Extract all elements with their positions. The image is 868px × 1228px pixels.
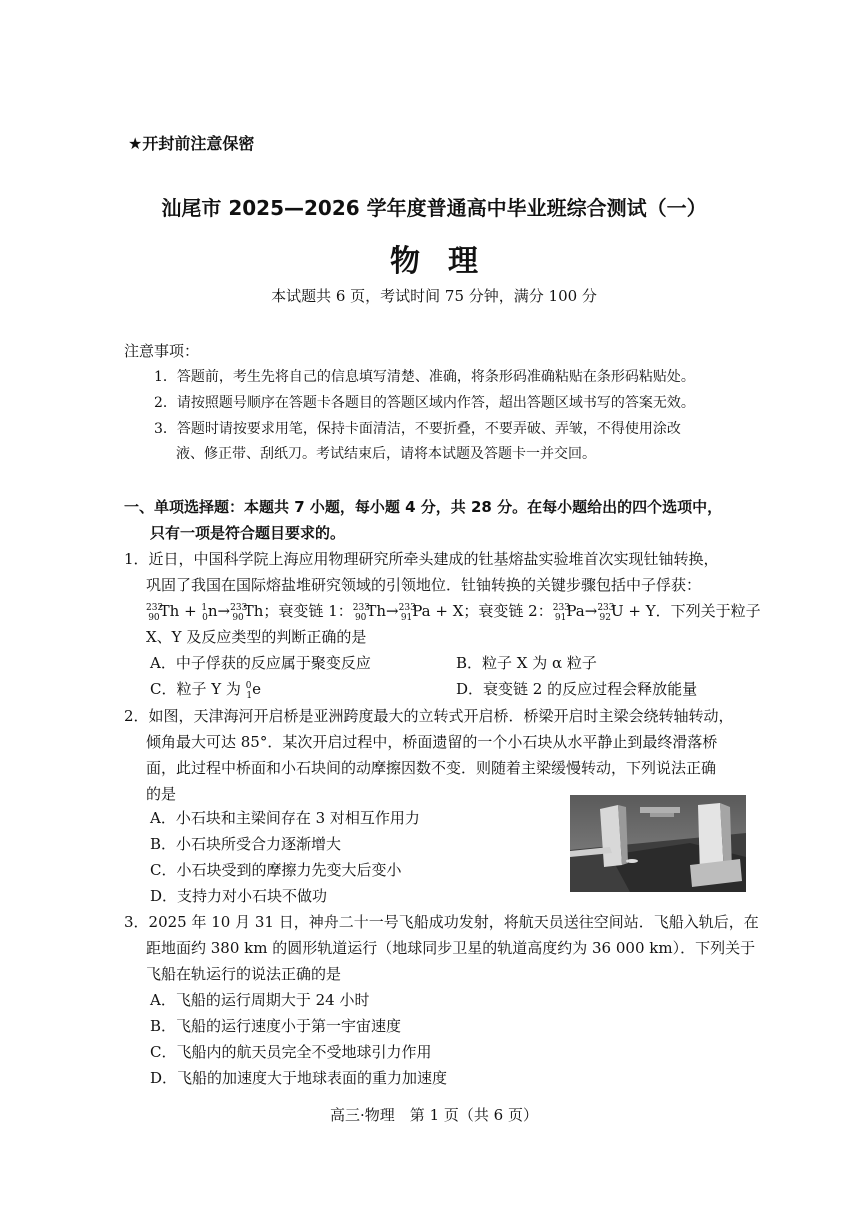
- q2-option-c: C．小石块受到的摩擦力先变大后变小: [150, 861, 402, 879]
- exam-title: 汕尾市 2025—2026 学年度普通高中毕业班综合测试（一）: [161, 196, 707, 220]
- q3-stem-line: 飞船在轨运行的说法正确的是: [146, 965, 342, 983]
- exam-meta: 本试题共 6 页，考试时间 75 分钟，满分 100 分: [271, 287, 597, 305]
- bridge-photo: [570, 795, 746, 892]
- q1-option-a: A．中子俘获的反应属于聚变反应: [150, 654, 371, 672]
- note-item: 1．答题前，考生先将自己的信息填写清楚、准确，将条形码准确粘贴在条形码粘贴处。: [154, 369, 695, 385]
- confidential-notice: ★开封前注意保密: [128, 134, 255, 153]
- note-item: 2．请按照题号顺序在答题卡各题目的答题区域内作答，超出答题区域书写的答案无效。: [154, 395, 695, 411]
- nuclide-th233: $^{233}_{90}$: [230, 603, 248, 623]
- q2-stem-line: 的是: [146, 785, 177, 803]
- q1-option-d: D．衰变链 2 的反应过程会释放能量: [456, 680, 698, 698]
- q2-option-b: B．小石块所受合力逐渐增大: [150, 835, 342, 853]
- page-footer: 高三·物理 第 1 页（共 6 页）: [330, 1106, 538, 1124]
- q1-stem-line: X、Y 及反应类型的判断正确的是: [146, 628, 367, 646]
- nuclide-pa233: $^{233}_{91}$: [552, 603, 570, 623]
- section-heading: 一、单项选择题：本题共 7 小题，每小题 4 分，共 28 分。在每小题给出的四个选项中，: [124, 498, 723, 516]
- subject-title: 物理: [390, 244, 506, 279]
- q2-option-a: A．小石块和主梁间存在 3 对相互作用力: [150, 809, 420, 827]
- q3-option-d: D．飞船的加速度大于地球表面的重力加速度: [150, 1069, 448, 1087]
- q1-option-c: C．粒子 Y 为 $^0_1$e: [150, 680, 262, 701]
- q3-option-c: C．飞船内的航天员完全不受地球引力作用: [150, 1043, 432, 1061]
- q3-option-a: A．飞船的运行周期大于 24 小时: [150, 991, 370, 1009]
- nuclide-pa233: $^{233}_{91}$: [398, 603, 416, 623]
- q3-stem-line: 距地面约 380 km 的圆形轨道运行（地球同步卫星的轨道高度约为 36 000 km）．下列关于: [146, 939, 756, 957]
- q3-option-b: B．飞船的运行速度小于第一宇宙速度: [150, 1017, 402, 1035]
- q3-stem-line: 3．2025 年 10 月 31 日，神舟二十一号飞船成功发射，将航天员送往空间站．飞船入轨后，在: [124, 913, 759, 931]
- nuclide-n: $^1_0$: [201, 603, 208, 623]
- q1-stem-line: 巩固了我国在国际熔盐堆研究领域的引领地位．钍铀转换的关键步骤包括中子俘获：: [146, 576, 702, 594]
- note-item: 3．答题时请按要求用笔，保持卡面清洁，不要折叠，不要弄破、弄皱，不得使用涂改: [154, 421, 681, 437]
- q2-stem-line: 面，此过程中桥面和小石块间的动摩擦因数不变．则随着主梁缓慢转动，下列说法正确: [146, 759, 717, 777]
- notes-heading: 注意事项：: [124, 342, 200, 360]
- q2-option-d: D．支持力对小石块不做功: [150, 887, 328, 905]
- q1-stem-line: 1．近日，中国科学院上海应用物理研究所牵头建成的钍基熔盐实验堆首次实现钍铀转换，: [124, 550, 719, 568]
- nuclide-u233: $^{233}_{92}$: [597, 603, 615, 623]
- q1-equation-line: $^{232}_{90}$Th + $^1_0$n→$^{233}_{90}$Th；衰变链 1：$^{233}_{90}$Th→$^{233}_{91}$Pa + X；衰变链 2：$^{233}_{91}$Pa→$^{233}_{92}$U + Y．下列关于粒子: [146, 602, 761, 623]
- q2-stem-line: 2．如图，天津海河开启桥是亚洲跨度最大的立转式开启桥．桥梁开启时主梁会绕转轴转动，: [124, 707, 734, 725]
- note-item: 液、修正带、刮纸刀。考试结束后，请将本试题及答题卡一并交回。: [176, 446, 596, 462]
- q2-stem-line: 倾角最大可达 85°．某次开启过程中，桥面遗留的一个小石块从水平静止到最终滑落桥: [146, 733, 718, 751]
- q1-option-b: B．粒子 X 为 α 粒子: [456, 654, 597, 672]
- section-heading-cont: 只有一项是符合题目要求的。: [150, 524, 346, 542]
- nuclide-th232: $^{232}_{90}$: [146, 603, 164, 623]
- nuclide-th233: $^{233}_{90}$: [352, 603, 370, 623]
